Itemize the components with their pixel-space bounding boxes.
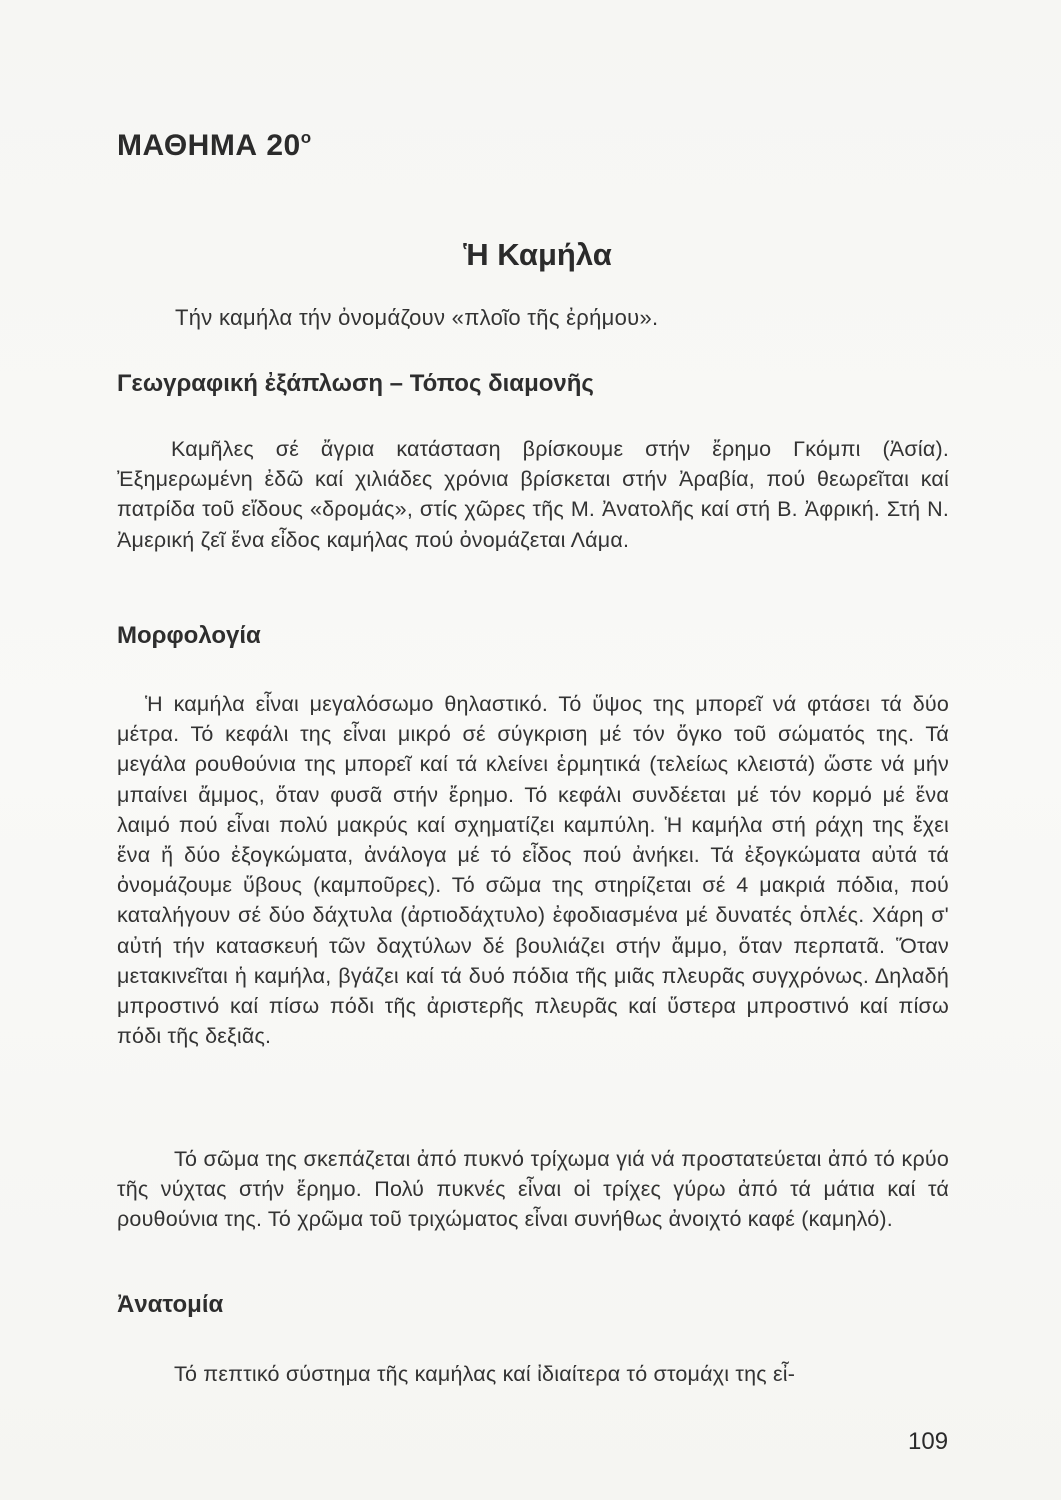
paragraph-morphology-fur: Τό σῶμα της σκεπάζεται ἀπό πυκνό τρίχωμα γιά νά προστατεύεται ἀπό τό κρύο τῆς νύχτας στήν ἔρημο. Πολύ πυκνές εἶναι οἱ τρίχες γύρω ἀπό τά μάτια καί τά ρουθούνια της. Τό χρῶμα τοῦ τριχώματος εἶναι συνήθως ἀνοιχτό καφέ (καμηλό). — [117, 1147, 949, 1232]
intro-sentence: Τήν καμήλα τήν ὀνομάζουν «πλοῖο τῆς ἐρήμου». — [175, 305, 659, 330]
section-heading-geography: Γεωγραφική ἐξάπλωση – Τόπος διαμονῆς — [117, 370, 594, 397]
paragraph-anatomy: Τό πεπτικό σύστημα τῆς καμήλας καί ἰδιαίτερα τό στομάχι της εἶ- — [174, 1362, 796, 1386]
page-number: 109 — [908, 1428, 949, 1455]
lesson-title — [117, 128, 312, 163]
lesson-title-text: ΜΑΘΗΜΑ 20 — [117, 129, 301, 162]
lesson-title-superscript: ο — [300, 128, 312, 147]
paragraph-morphology: Ἡ καμήλα εἶναι μεγαλόσωμο θηλαστικό. Τό ὕψος της μπορεῖ νά φτάσει τά δύο μέτρα. Τό κεφάλι της εἶναι μικρό σέ σύγκριση μέ τόν ὄγκο τοῦ σώματός της. Τά μεγάλα ρουθούνια της μπορεῖ καί τά κλείνει ἑρμητικά (τελείως κλειστά) ὥστε νά μήν μπαίνει ἄμμος, ὅταν φυσᾶ στήν ἔρημο. Τό κεφάλι συνδέεται μέ τόν κορμό μέ ἕνα λαιμό πού εἶναι πολύ μακρύς καί σχηματίζει καμπύλη. Ἡ καμήλα στή ράχη της ἔχει ἕνα ἤ δύο ἐξογκώματα, ἀνάλογα μέ τό εἶδος πού ἀνήκει. Τά ἐξογκώματα αὐτά τά ὀνομάζουμε ὕβους (καμποῦρες). Τό σῶμα της στηρίζεται σέ 4 μακριά πόδια, πού καταλήγουν σέ δύο δάχτυλα (ἀρτιοδάχτυλο) ἐφοδιασμένα μέ δυνατές ὁπλές. Χάρη σ' αὐτή τήν κατασκευή τῶν δαχτύλων δέ βουλιάζει στήν ἄμμο, ὅταν περπατᾶ. Ὅταν μετακινεῖται ἡ καμήλα, βγάζει καί τά δυό πόδια τῆς μιᾶς πλευρᾶς συγχρόνως. Δηλαδή μπροστινό καί πίσω πόδι τῆς ἀριστερῆς πλευρᾶς καί ὕστερα μπροστινό καί πίσω πόδι τῆς δεξιᾶς. — [117, 692, 949, 1049]
section-heading-anatomy: Ἀνατομία — [117, 1291, 224, 1318]
paragraph-geography: Καμῆλες σέ ἄγρια κατάσταση βρίσκουμε στήν ἔρημο Γκόμπι (Ἀσία). Ἐξημερωμένη ἐδῶ καί χιλιάδες χρόνια βρίσκεται στήν Ἀραβία, πού θεωρεῖται καί πατρίδα τοῦ εἴδους «δρομάς», στίς χῶρες τῆς Μ. Ἀνατολῆς καί στή Β. Ἀφρική. Στή Ν. Ἀμερική ζεῖ ἕνα εἶδος καμήλας πού ὀνομάζεται Λάμα. — [117, 437, 949, 552]
section-heading-morphology: Μορφολογία — [117, 622, 261, 649]
page-title: Ἡ Καμήλα — [463, 237, 612, 272]
